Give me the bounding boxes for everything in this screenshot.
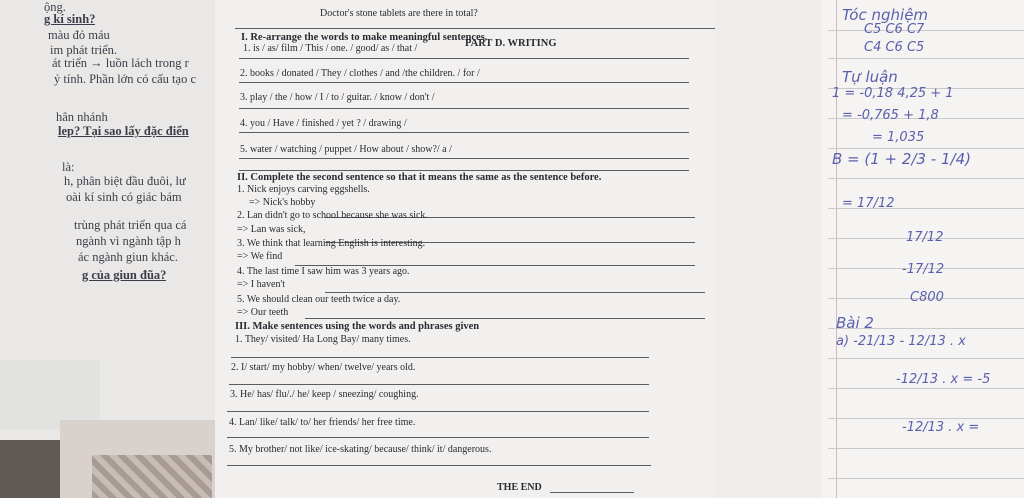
transform-answer-prompt: => Nick's hobby [249,197,316,208]
sentence-prompt: 5. My brother/ not like/ ice-skating/ because/ think/ it/ dangerous. [229,444,492,455]
handwriting-line: C4 C6 C5 [864,40,925,55]
sentence-prompt: 3. He/ has/ flu/./ he/ keep / sneezing/ coughing. [230,389,419,400]
left-line: là: [62,160,75,174]
notebook-rule [828,58,1024,59]
handwriting-line: C800 [910,290,944,305]
left-line: ỷ tính. Phần lớn có cấu tạo c [54,72,196,86]
answer-line [227,437,649,438]
notebook-rule [828,478,1024,479]
transform-question: 4. The last time I saw him was 3 years ago. [237,266,410,277]
left-line: hân nhánh [56,110,108,124]
left-line: ộng. [44,0,66,14]
notebook-margin-rule [836,0,837,498]
handwriting-line: Bài 2 [836,314,874,332]
answer-line [235,28,715,29]
answer-line [231,357,649,358]
notebook-rule [828,448,1024,449]
answer-line [305,318,705,319]
transform-answer-prompt: => Lan was sick, [237,224,306,235]
handwriting-line: = 1,035 [872,130,925,145]
rearrange-item: 5. water / watching / puppet / How about / show?/ a / [240,144,452,155]
footer-line [550,492,634,493]
sentence-prompt: 2. I/ start/ my hobby/ when/ twelve/ years old. [231,362,416,373]
left-line: h, phân biệt đầu đuôi, lư [64,174,186,188]
page-margin [715,0,822,498]
left-line: g kí sinh? [44,12,96,26]
rearrange-item: 4. you / Have / finished / yet ? / drawing / [240,118,407,129]
answer-line [239,170,689,171]
left-line: lep? Tại sao lấy đặc điển [58,124,189,138]
sentence-prompt: 1. They/ visited/ Ha Long Bay/ many times. [235,334,411,345]
left-line: trùng phát triển qua cá [74,218,187,232]
top-question: Doctor's stone tablets are there in total? [320,8,478,19]
notebook-rule [828,30,1024,31]
handwriting-line: C5 C6 C7 [864,22,925,37]
answer-line [239,108,689,109]
transform-answer-prompt: => I haven't [237,279,286,290]
notebook-rule [828,418,1024,419]
transform-answer-prompt: => We find [237,251,283,262]
answer-line [227,465,651,466]
transform-question: 5. We should clean our teeth twice a day. [237,294,401,305]
notebook-rule [828,178,1024,179]
handwriting-line: a) -21/13 - 12/13 . x [836,334,966,349]
left-line: im phát triển. [50,43,117,57]
answer-line [229,384,649,385]
rearrange-item: 3. play / the / how / I / to / guitar. / know / don't / [240,92,435,103]
left-line: oài kí sinh có giác bám [66,190,182,204]
handwriting-line: -17/12 [902,262,945,277]
answer-line [325,292,705,293]
answer-line [227,411,649,412]
answer-line [239,132,689,133]
part-title: PART D. WRITING [465,38,557,49]
handwriting-line: -12/13 . x = -5 [896,372,991,387]
handwritten-notebook [822,0,1024,498]
transform-question: 3. We think that learning English is interesting. [237,238,426,249]
handwriting-line: = 17/12 [842,196,895,211]
left-line: g của giun đũa? [82,268,167,282]
answer-line [239,58,689,59]
sentence-prompt: 4. Lan/ like/ talk/ to/ her friends/ her free time. [229,417,416,428]
handwriting-line: Tóc nghiệm [842,6,929,24]
handwriting-line: 1 = -0,18 4,25 + 1 [832,86,954,101]
left-line: ác ngành giun khác. [78,250,178,264]
section-3-title: III. Make sentences using the words and phrases given [235,321,480,332]
rearrange-item: 2. books / donated / They / clothes / and /the children. / for / [240,68,480,79]
handwriting-line: 17/12 [906,230,944,245]
notebook-rule [828,388,1024,389]
handwriting-line: Tự luận [842,68,898,86]
transform-question: 1. Nick enjoys carving eggshells. [237,184,370,195]
transform-answer-prompt: => Our teeth [237,307,289,318]
striped-fabric [92,455,212,498]
left-line: ngành vì ngành tập h [76,234,181,248]
handwriting-line: = -0,765 + 1,8 [842,108,939,123]
section-2-title: II. Complete the second sentence so that it means the same as the sentence before. [237,172,602,183]
left-line: màu đỏ máu [48,28,110,42]
english-worksheet [215,0,715,498]
notebook-rule [828,358,1024,359]
the-end-footer: THE END [497,482,542,493]
section-1-title: I. Re-arrange the words to make meaningful sentences. [241,32,488,43]
rearrange-item: 1. is / as/ film / This / one. / good/ as / that / [243,43,418,54]
handwriting-line: B = (1 + 2/3 - 1/4) [832,150,971,168]
handwriting-line: -12/13 . x = [902,420,980,435]
answer-line [239,82,689,83]
answer-line [239,158,689,159]
left-line: át triển → luồn lách trong r [52,56,189,70]
notebook-rule [828,148,1024,149]
transform-question: 2. Lan didn't go to school because she was sick. [237,210,428,221]
